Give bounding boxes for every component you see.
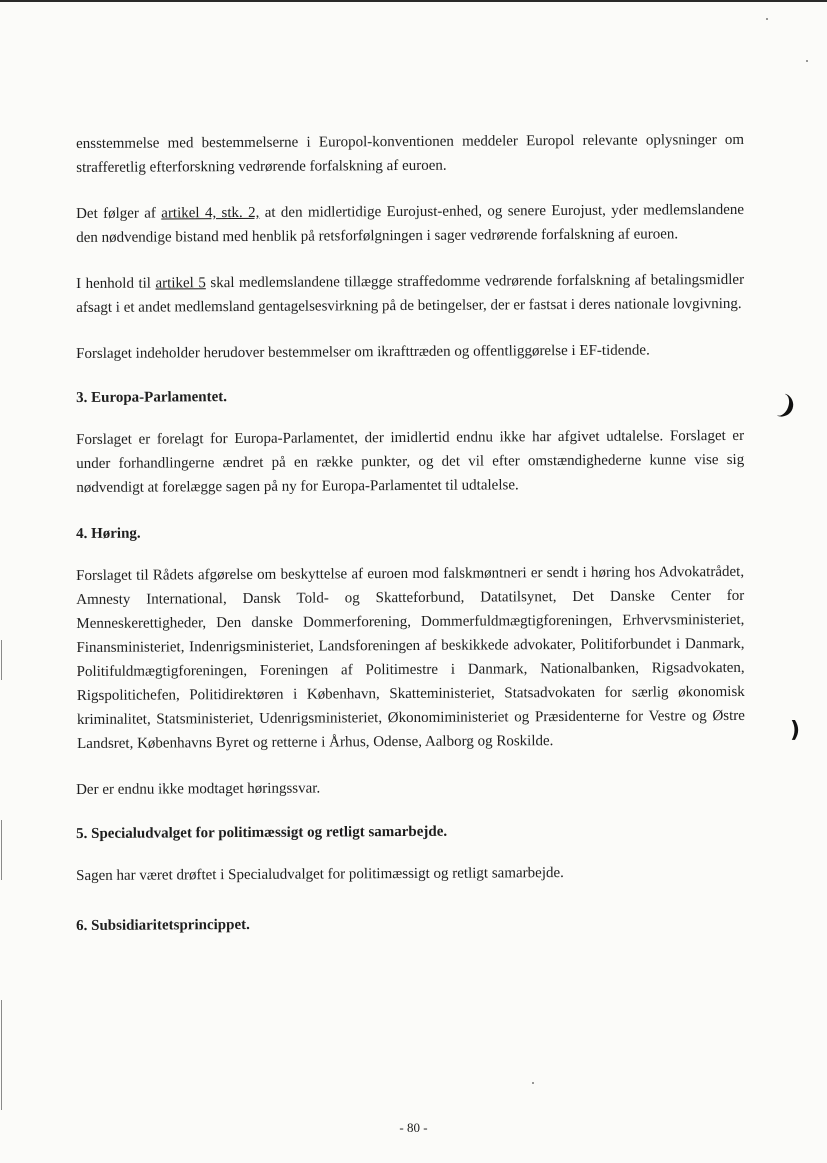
section-heading-specialudvalget: 5. Specialudvalget for politimæssigt og retligt samarbejde. [76, 823, 448, 842]
document-body [76, 128, 744, 938]
scan-edge-line [1, 820, 2, 880]
paragraph-recidivism [76, 268, 744, 320]
article-reference-link: artikel 4, stk. 2, [161, 204, 260, 222]
paragraph-text: I henhold til [76, 275, 156, 292]
article-reference-link: artikel 5 [155, 275, 206, 292]
section-body-specialudvalget: Sagen har været drøftet i Specialudvalget for politimæssigt og retligt samarbejde. [76, 865, 564, 884]
paragraph-eurojust [76, 198, 744, 250]
margin-mark-icon: ❩ [771, 389, 803, 425]
section-heading-europa-parlamentet: 3. Europa-Parlamentet. [76, 389, 228, 406]
scan-edge-line [1, 640, 2, 680]
scan-speck [806, 60, 808, 62]
top-border-rule [0, 0, 827, 2]
section-heading-subsidiaritet: 6. Subsidiaritetsprincippet. [76, 916, 250, 934]
scan-edge-line [1, 1000, 2, 1110]
paragraph-text: at den midlertidige Eurojust-enhed, og senere Eurojust, yder medlemslandene den nødvendige bistand med henblik på retsforfølgningen i sager vedrørende forfalskning af euroen. [76, 201, 745, 246]
paragraph-entry-into-force: Forslaget indeholder herudover bestemmelser om ikrafttræden og offentliggørelse i EF-tidende. [76, 342, 650, 362]
page-number: - 80 - [399, 1120, 428, 1135]
section-body-europa-parlamentet: Forslaget er forelagt for Europa-Parlamentet, der imidlertid endnu ikke har afgivet udtalelse. Forslaget er under forhandlingerne ændret på en række punkter, og det vil efter omstændighederne kunne vise sig nødvendigt at forelægge sagen på ny for Europa-Parlamentet til udtalelse. [76, 427, 745, 496]
paragraph-europol: ensstemmelse med bestemmelserne i Europol-konventionen meddeler Europol relevante oplysninger om strafferetlig efterforskning vedrørende forfalskning af euroen. [76, 131, 745, 176]
horing-status: Der er endnu ikke modtaget høringssvar. [76, 780, 321, 798]
margin-mark-icon: ) [790, 718, 801, 743]
paragraph-text: Det følger af [76, 205, 162, 222]
scan-speck [766, 18, 768, 20]
paragraph-text: skal medlemslandene tillægge straffedomme vedrørende forfalskning af betalingsmidler afsagt i et andet medlemsland gentagelsesvirkning på de betingelser, der er fastsat i deres nationale lovgivning. [76, 271, 745, 316]
scan-speck [532, 1082, 534, 1084]
section-body-horing: Forslaget til Rådets afgørelse om beskyttelse af euroen mod falskmøntneri er sendt i høring hos Advokatrådet, Amnesty International, Dansk Told- og Skatteforbund, Datatilsynet, Det Danske Center for Menneskerettigheder, Den danske Dommerforening, Dommerfuldmægtigforeningen, Erhvervsministeriet, Finansministeriet, Indenrigsministeriet, Landsforeningen af beskikkede advokater, Politiforbundet i Danmark, Politifuldmægtigforeningen, Foreningen af Politimestre i Danmark, Nationalbanken, Rigsadvokaten, Rigspolitichefen, Politidirektøren i København, Skatteministeriet, Statsadvokaten for særlig økonomisk kriminalitet, Statsministeriet, Udenrigsministeriet, Økonomiministeriet og Præsidenterne for Vestre og Østre Landsret, Københavns Byret og retterne i Århus, Odense, Aalborg og Roskilde. [76, 563, 745, 752]
section-heading-horing: 4. Høring. [76, 525, 141, 542]
